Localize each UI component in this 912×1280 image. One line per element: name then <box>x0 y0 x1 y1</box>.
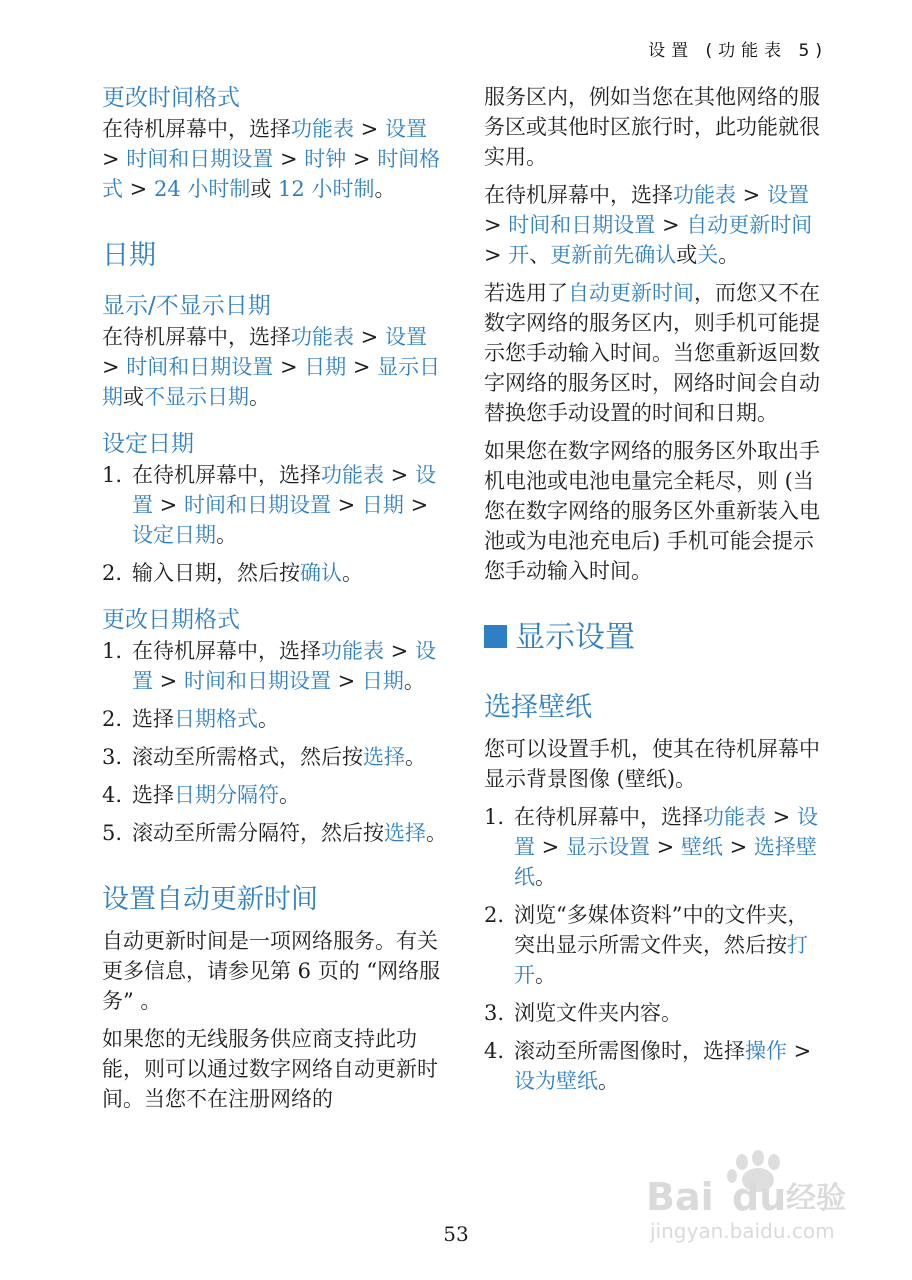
text-run: > <box>153 493 184 517</box>
menu-term: 显示设置 <box>565 835 650 859</box>
list-item <box>102 742 447 772</box>
text-run: 滚动至所需图像时，选择 <box>514 1039 745 1063</box>
right-column <box>484 82 829 1096</box>
menu-term: 设置 <box>514 805 818 859</box>
display-settings-label: 显示设置 <box>515 620 635 655</box>
menu-term: 功能表 <box>673 183 736 207</box>
text-run: 。 <box>535 963 556 987</box>
menu-term: 设置 <box>384 117 427 141</box>
list-item <box>102 818 447 848</box>
menu-term: 时间和日期设置 <box>183 493 331 517</box>
menu-term: 日期分隔符 <box>174 783 279 807</box>
menu-term: 开 <box>508 243 530 267</box>
menu-term: 更新前先确认 <box>550 243 677 267</box>
watermark-brand: Bai <box>646 1175 714 1219</box>
text-run: 。 <box>403 669 425 693</box>
list-change-date-format <box>102 636 447 848</box>
text-run: > <box>102 355 127 379</box>
menu-term: 设定日期 <box>132 523 216 547</box>
menu-term: 时间和日期设置 <box>508 213 656 237</box>
list-item-number: 5. <box>102 821 123 845</box>
text-run: > <box>655 213 687 237</box>
text-run: 滚动至所需格式，然后按 <box>132 745 363 769</box>
watermark-cn: 经验 <box>786 1181 846 1216</box>
text-run: 或 <box>250 177 279 201</box>
paragraph-wallpaper-intro: 您可以设置手机，使其在待机屏幕中显示背景图像 (壁纸)。 <box>484 737 820 791</box>
paragraph-auto-update-note <box>484 278 829 428</box>
menu-term: 壁纸 <box>680 835 723 859</box>
list-item <box>102 636 447 696</box>
menu-term: 自动更新时间 <box>568 281 694 305</box>
text-run: 、 <box>529 243 551 267</box>
text-run: > <box>123 177 154 201</box>
text-run: > <box>649 835 681 859</box>
menu-term: 设置 <box>766 183 809 207</box>
paragraph-auto-update-menu <box>484 180 829 270</box>
text-run: > <box>354 117 385 141</box>
text-run: > <box>384 463 415 487</box>
list-item-number: 2. <box>102 561 123 585</box>
text-run: 。 <box>426 821 447 845</box>
list-item <box>102 558 447 588</box>
menu-term: 24 小时制 <box>153 177 251 201</box>
paragraph-auto-update-2: 如果您的无线服务供应商支持此功能，则可以通过数字网络自动更新时间。当您不在注册网络的 <box>102 1027 438 1111</box>
text-run: > <box>484 213 509 237</box>
list-item-number: 3. <box>102 745 123 769</box>
menu-term: 确认 <box>300 561 342 585</box>
text-run: > <box>330 493 362 517</box>
section-title-change-time-format: 更改时间格式 <box>102 85 240 111</box>
text-run: 。 <box>718 243 740 267</box>
paragraph-battery-note: 如果您在数字网络的服务区外取出手机电池或电池电量完全耗尽，则 (当您在数字网络的服务区外重新装入电池或为电池充电后) 手机可能会提示您手动输入时间。 <box>484 439 820 583</box>
baidu-jingyan-watermark <box>640 1148 870 1248</box>
watermark-brand-2: du <box>732 1175 787 1219</box>
list-item-number: 4. <box>102 783 123 807</box>
menu-term: 功能表 <box>291 325 354 349</box>
text-run: > <box>484 243 509 267</box>
section-title-set-date: 设定日期 <box>102 431 194 457</box>
text-run: 选择 <box>132 707 174 731</box>
text-run: > <box>346 147 378 171</box>
text-run: > <box>273 147 305 171</box>
menu-term: 设置 <box>132 639 436 693</box>
text-run: > <box>346 355 378 379</box>
list-item <box>484 900 829 990</box>
text-run: 。 <box>279 783 300 807</box>
text-run: > <box>535 835 566 859</box>
paragraph-auto-update-1: 自动更新时间是一项网络服务。有关更多信息，请参见第 6 页的 “网络服务” 。 <box>102 929 441 1013</box>
text-run: 浏览文件夹内容。 <box>514 1001 682 1025</box>
list-item-number: 2. <box>102 707 123 731</box>
text-run: > <box>330 669 362 693</box>
text-run: 在待机屏幕中，选择 <box>514 805 703 829</box>
text-run: > <box>384 639 415 663</box>
paragraph-continued: 服务区内，例如当您在其他网络的服务区或其他时区旅行时，此功能就很实用。 <box>484 85 820 169</box>
text-run: 或 <box>676 243 698 267</box>
text-run: 。 <box>216 523 237 547</box>
list-item <box>484 802 829 892</box>
menu-term: 日期 <box>361 493 404 517</box>
menu-term: 设为壁纸 <box>514 1069 598 1093</box>
list-item-number: 1. <box>484 805 505 829</box>
square-bullet-icon <box>484 625 507 648</box>
list-item <box>484 998 829 1028</box>
text-run: 。 <box>598 1069 619 1093</box>
menu-term: 功能表 <box>291 117 354 141</box>
text-run: > <box>766 805 797 829</box>
running-header: 设置 (功能表 5) <box>648 41 828 61</box>
text-run: 。 <box>405 745 426 769</box>
page-number: 53 <box>443 1222 469 1246</box>
menu-term: 日期格式 <box>174 707 258 731</box>
menu-term: 设置 <box>384 325 427 349</box>
chapter-title-display-settings <box>484 620 829 656</box>
text-run: > <box>403 493 429 517</box>
text-run: 在待机屏幕中，选择 <box>484 183 673 207</box>
menu-term: 显示日期 <box>102 355 441 409</box>
list-item <box>102 460 447 550</box>
menu-term: 功能表 <box>321 463 384 487</box>
text-run: 在待机屏幕中，选择 <box>102 117 291 141</box>
paragraph-time-format <box>102 114 447 204</box>
text-run: 在待机屏幕中，选择 <box>132 639 321 663</box>
menu-term: 日期 <box>361 669 404 693</box>
paragraph-show-date <box>102 322 447 412</box>
list-item-number: 1. <box>102 639 123 663</box>
list-set-date <box>102 460 447 588</box>
text-run: 或 <box>123 385 144 409</box>
text-run: 滚动至所需分隔符，然后按 <box>132 821 384 845</box>
menu-term: 自动更新时间 <box>686 213 813 237</box>
list-item <box>102 704 447 734</box>
text-run: 。 <box>535 865 556 889</box>
list-item-number: 1. <box>102 463 123 487</box>
section-title-auto-update-time: 设置自动更新时间 <box>102 884 318 915</box>
text-run: > <box>273 355 305 379</box>
menu-term: 时间格式 <box>102 147 441 201</box>
list-item-number: 3. <box>484 1001 505 1025</box>
menu-term: 选择 <box>363 745 405 769</box>
list-item-number: 4. <box>484 1039 505 1063</box>
menu-term: 选择 <box>384 821 426 845</box>
text-run: > <box>102 147 127 171</box>
text-run: 。 <box>374 177 396 201</box>
text-run: > <box>787 1039 812 1063</box>
text-run: 浏览“多媒体资料”中的文件夹，突出显示所需文件夹，然后按 <box>514 903 809 957</box>
text-run: > <box>354 325 385 349</box>
text-run: 。 <box>258 707 279 731</box>
menu-term: 不显示日期 <box>144 385 249 409</box>
menu-term: 功能表 <box>703 805 766 829</box>
text-run: 选择 <box>132 783 174 807</box>
text-run: 在待机屏幕中，选择 <box>102 325 291 349</box>
menu-term: 设置 <box>132 463 436 517</box>
list-item <box>484 1036 829 1096</box>
list-wallpaper-steps <box>484 802 829 1096</box>
section-title-date: 日期 <box>102 240 156 271</box>
watermark-url: jingyan.baidu.com <box>650 1219 835 1243</box>
menu-term: 功能表 <box>321 639 384 663</box>
section-title-show-date: 显示/不显示日期 <box>102 293 271 319</box>
section-title-change-date-format: 更改日期格式 <box>102 607 240 633</box>
menu-term: 时间和日期设置 <box>126 147 274 171</box>
menu-term: 时钟 <box>304 147 347 171</box>
menu-term: 关 <box>697 243 719 267</box>
section-title-select-wallpaper: 选择壁纸 <box>484 692 592 723</box>
menu-term: 选择壁纸 <box>514 835 817 889</box>
text-run: > <box>153 669 184 693</box>
menu-term: 操作 <box>745 1039 787 1063</box>
text-run: 在待机屏幕中，选择 <box>132 463 321 487</box>
menu-term: 12 小时制 <box>278 177 375 201</box>
list-item-number: 2. <box>484 903 505 927</box>
text-run: 。 <box>342 561 363 585</box>
menu-term: 日期 <box>304 355 347 379</box>
text-run: 。 <box>249 385 270 409</box>
menu-term: 时间和日期设置 <box>126 355 274 379</box>
text-run: > <box>722 835 754 859</box>
text-run: 若选用了 <box>484 281 568 305</box>
menu-term: 时间和日期设置 <box>183 669 331 693</box>
menu-term: 打开 <box>514 933 808 987</box>
text-run: ，而您又不在数字网络的服务区内，则手机可能提示您手动输入时间。当您重新返回数字网络的服务区时，网络时间会自动替换您手动设置的时间和日期。 <box>484 281 820 425</box>
text-run: > <box>736 183 767 207</box>
text-run: 输入日期，然后按 <box>132 561 300 585</box>
list-item <box>102 780 447 810</box>
left-column <box>102 82 447 1114</box>
